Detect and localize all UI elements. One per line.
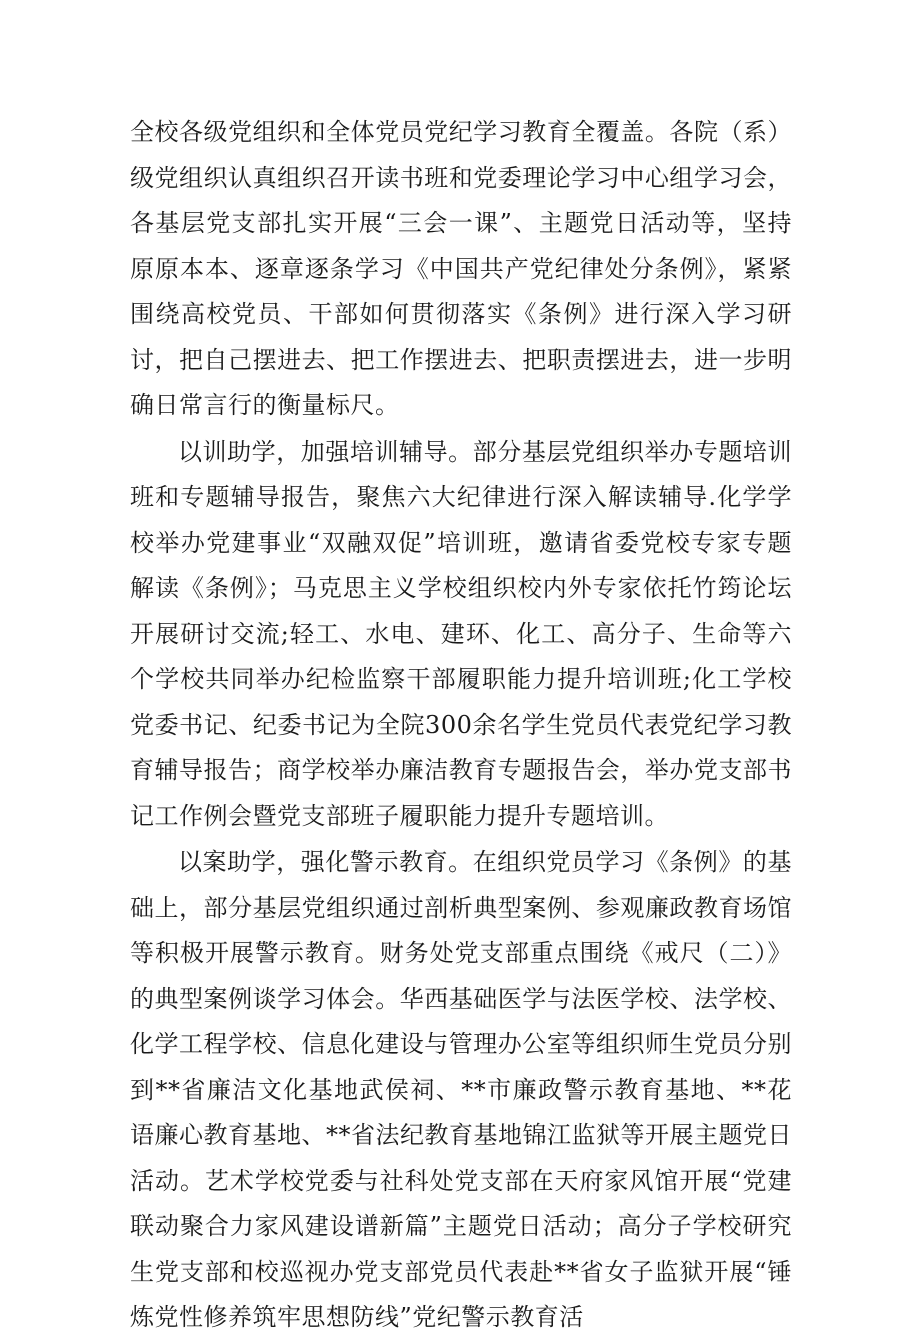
document-body [130, 110, 792, 1341]
paragraph-study-coverage: 全校各级党组织和全体党员党纪学习教育全覆盖。各院（系）级党组织认真组织召开读书班和党委理论学习中心组学习会，各基层党支部扎实开展“三会一课”、主题党日活动等，坚持原原本本、逐章逐条学习《中国共产党纪律处分条例》，紧紧围绕高校党员、干部如何贯彻落实《条例》进行深入学习研讨，把自己摆进去、把工作摆进去、把职责摆进去，进一步明确日常言行的衡量标尺。 [130, 118, 792, 419]
paragraph-warning-education: 以案助学，强化警示教育。在组织党员学习《条例》的基础上，部分基层党组织通过剖析典型案例、参观廉政教育场馆等积极开展警示教育。财务处党支部重点围绕《戒尺（二）》的典型案例谈学习体会。华西基础医学与法医学校、法学校、化学工程学校、信息化建设与管理办公室等组织师生党员分别到**省廉洁文化基地武侯祠、**市廉政警示教育基地、**花语廉心教育基地、**省法纪教育基地锦江监狱等开展主题党日活动。艺术学校党委与社科处党支部在天府家风馆开展“党建联动聚合力家风建设谱新篇”主题党日活动；高分子学校研究生党支部和校巡视办党支部党员代表赴**省女子监狱开展“锤炼党性修养筑牢思想防线”党纪警示教育活 [130, 848, 792, 1331]
paragraph-training: 以训助学，加强培训辅导。部分基层党组织举办专题培训班和专题辅导报告，聚焦六大纪律进行深入解读辅导.化学学校举办党建事业“双融双促”培训班，邀请省委党校专家专题解读《条例》；马克思主义学校组织校内外专家依托竹筠论坛开展研讨交流;轻工、水电、建环、化工、高分子、生命等六个学校共同举办纪检监察干部履职能力提升培训班;化工学校党委书记、纪委书记为全院300余名学生党员代表党纪学习教育辅导报告；商学校举办廉洁教育专题报告会，举办党支部书记工作例会暨党支部班子履职能力提升专题培训。 [130, 437, 792, 830]
